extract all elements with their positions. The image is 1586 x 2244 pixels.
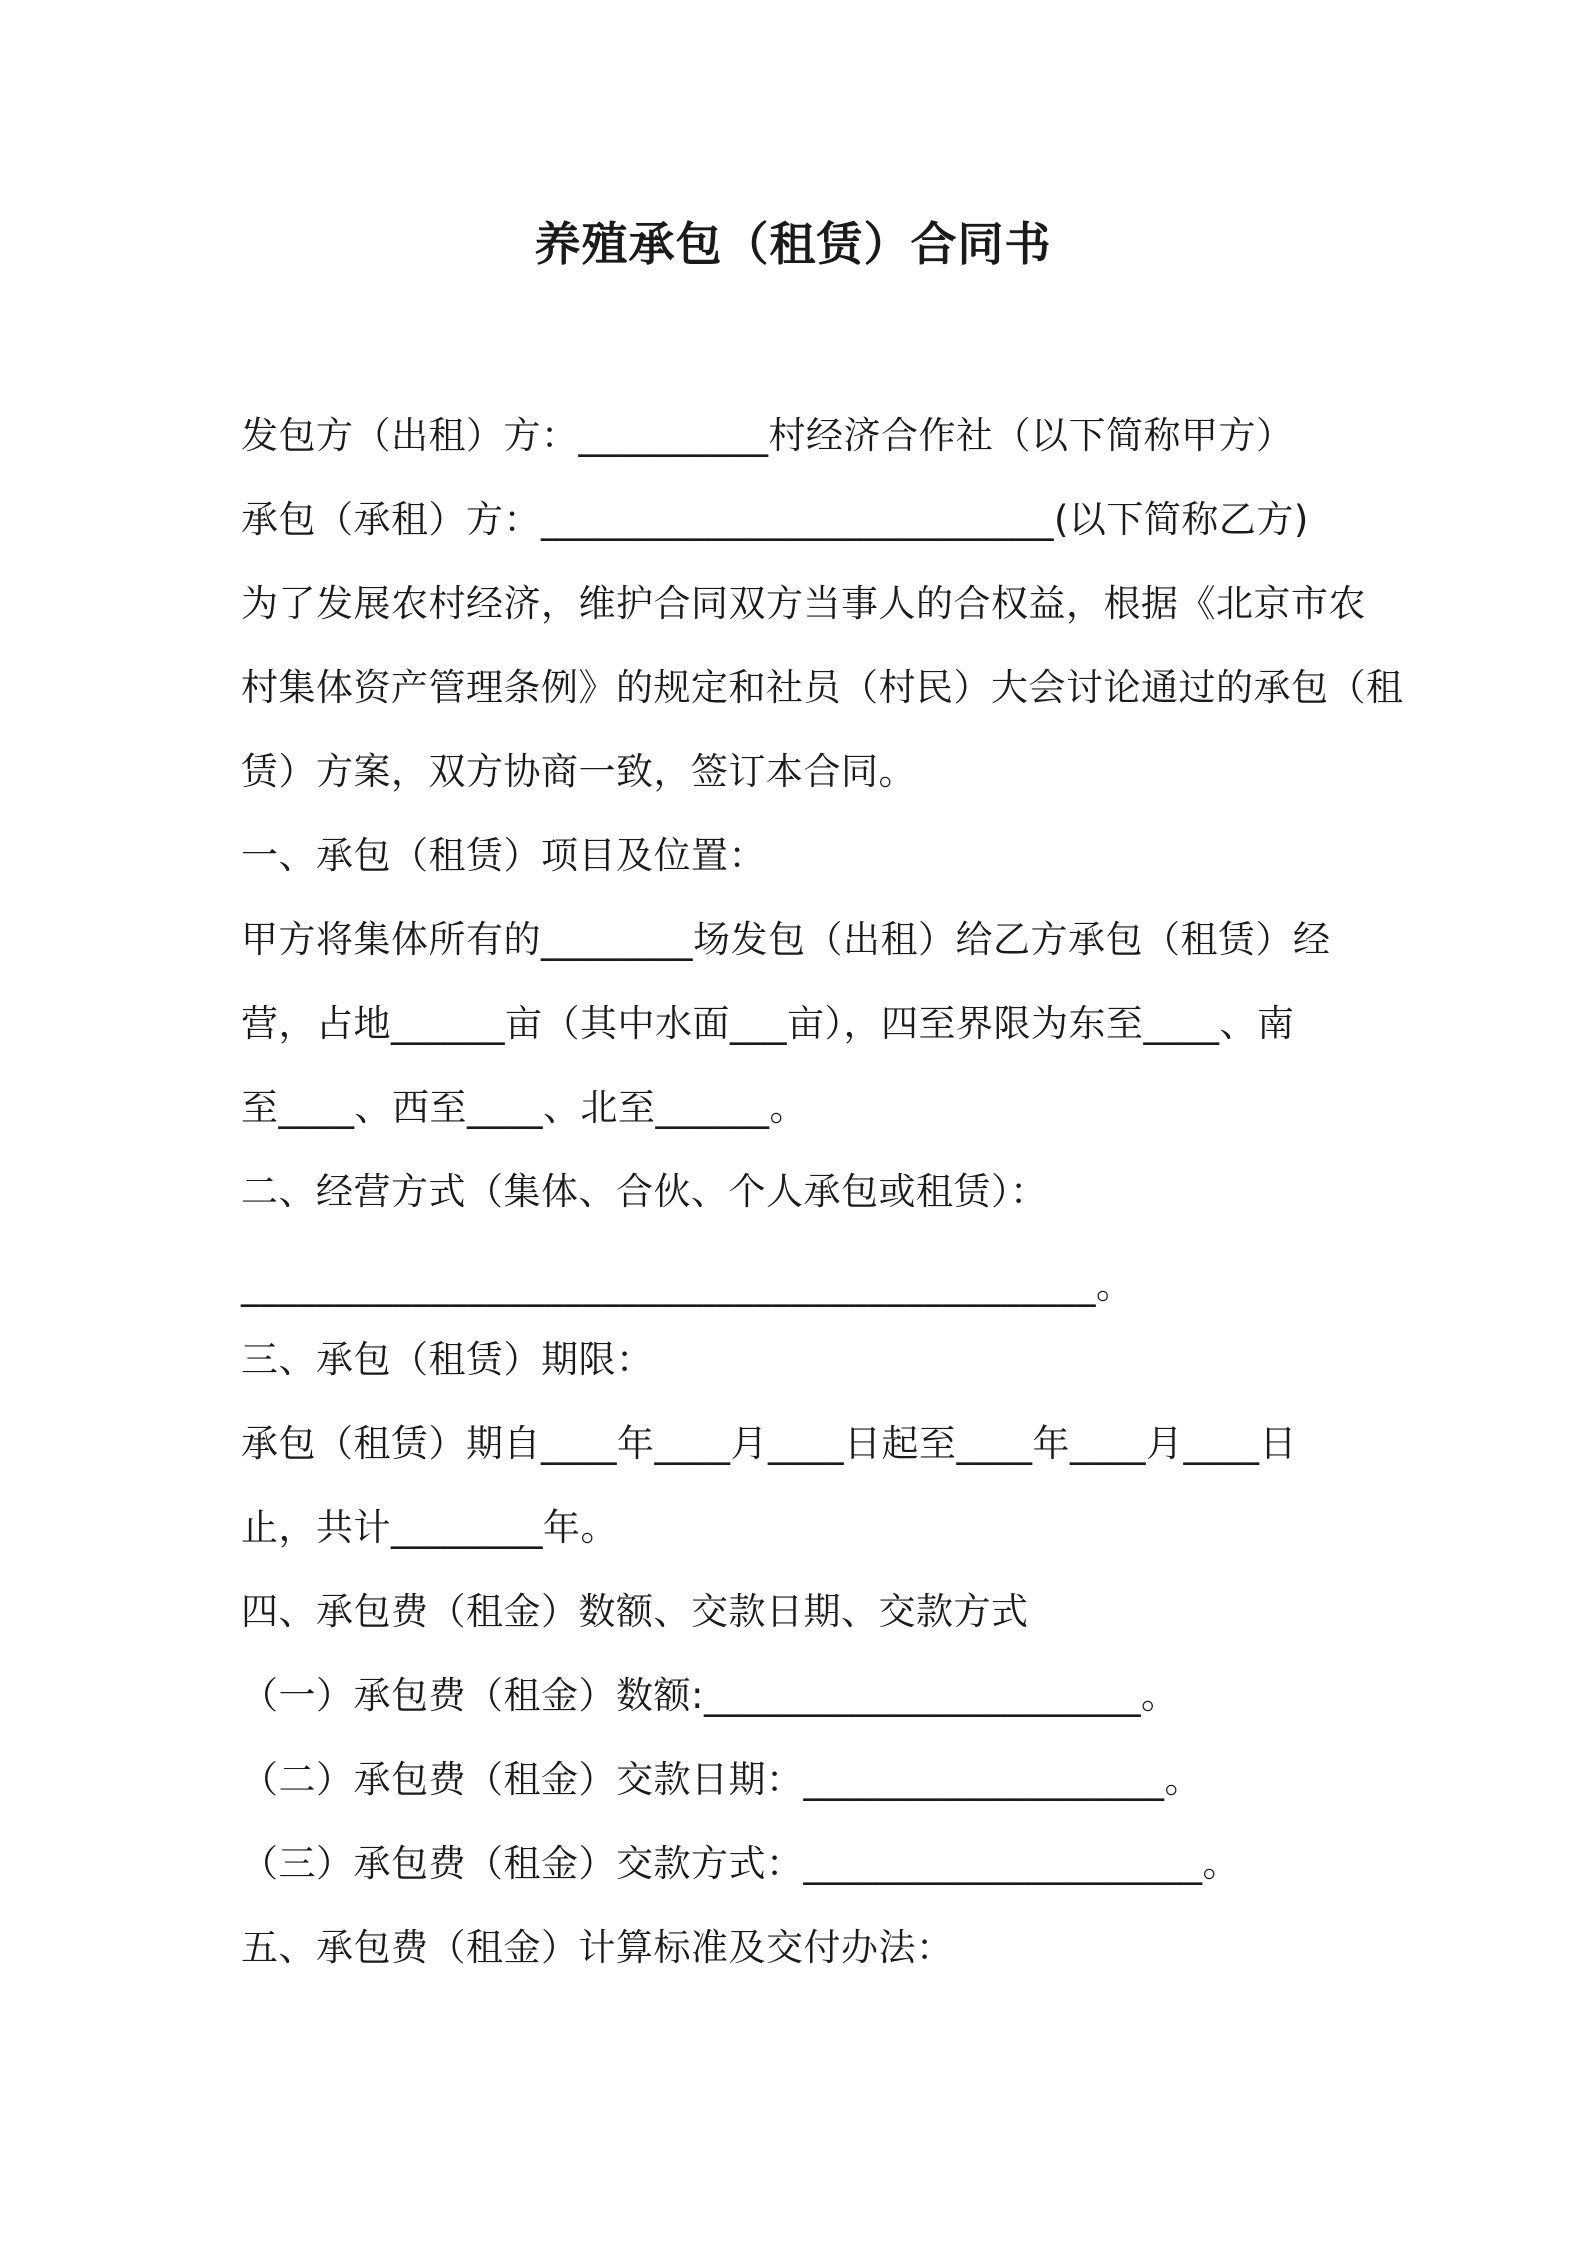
section-2-heading: 二、经营方式（集体、合伙、个人承包或租赁）： (241, 1170, 1048, 1213)
preamble-line-3: 赁）方案，双方协商一致，签订本合同。 (241, 750, 916, 793)
section-4-item-2: （二）承包费（租金）交款日期：___________________。 (241, 1758, 1202, 1801)
section-3-heading: 三、承包（租赁）期限： (241, 1338, 654, 1381)
section-1-line-2: 营，占地______亩（其中水面___亩），四至界限为东至____、南 (241, 1002, 1295, 1045)
preamble-line-1: 为了发展农村经济，维护合同双方当事人的合权益，根据《北京市农 (241, 582, 1366, 625)
party-a-line: 发包方（出租）方：__________村经济合作社（以下简称甲方） (241, 414, 1294, 457)
section-3-line-1: 承包（租赁）期自____年____月____日起至____年____月____日 (241, 1422, 1297, 1465)
section-2-blank-line: _____________________________________________。 (241, 1264, 1134, 1307)
section-3-line-2: 止，共计________年。 (241, 1506, 618, 1549)
section-1-heading: 一、承包（租赁）项目及位置： (241, 834, 766, 877)
section-5-heading: 五、承包费（租金）计算标准及交付办法： (241, 1926, 954, 1969)
document-title: 养殖承包（租赁）合同书 (534, 217, 1052, 271)
preamble-line-2: 村集体资产管理条例》的规定和社员（村民）大会讨论通过的承包（租 (241, 666, 1404, 709)
section-1-line-3: 至____、西至____、北至______。 (241, 1086, 807, 1129)
section-1-line-1: 甲方将集体所有的________场发包（出租）给乙方承包（租赁）经 (241, 918, 1331, 961)
section-4-item-1: （一）承包费（租金）数额:_______________________。 (241, 1674, 1179, 1717)
section-4-item-3: （三）承包费（租金）交款方式：_____________________。 (241, 1842, 1240, 1885)
section-4-heading: 四、承包费（租金）数额、交款日期、交款方式 (241, 1590, 1029, 1633)
party-b-line: 承包（承租）方：___________________________(以下简称乙方) (241, 498, 1309, 541)
